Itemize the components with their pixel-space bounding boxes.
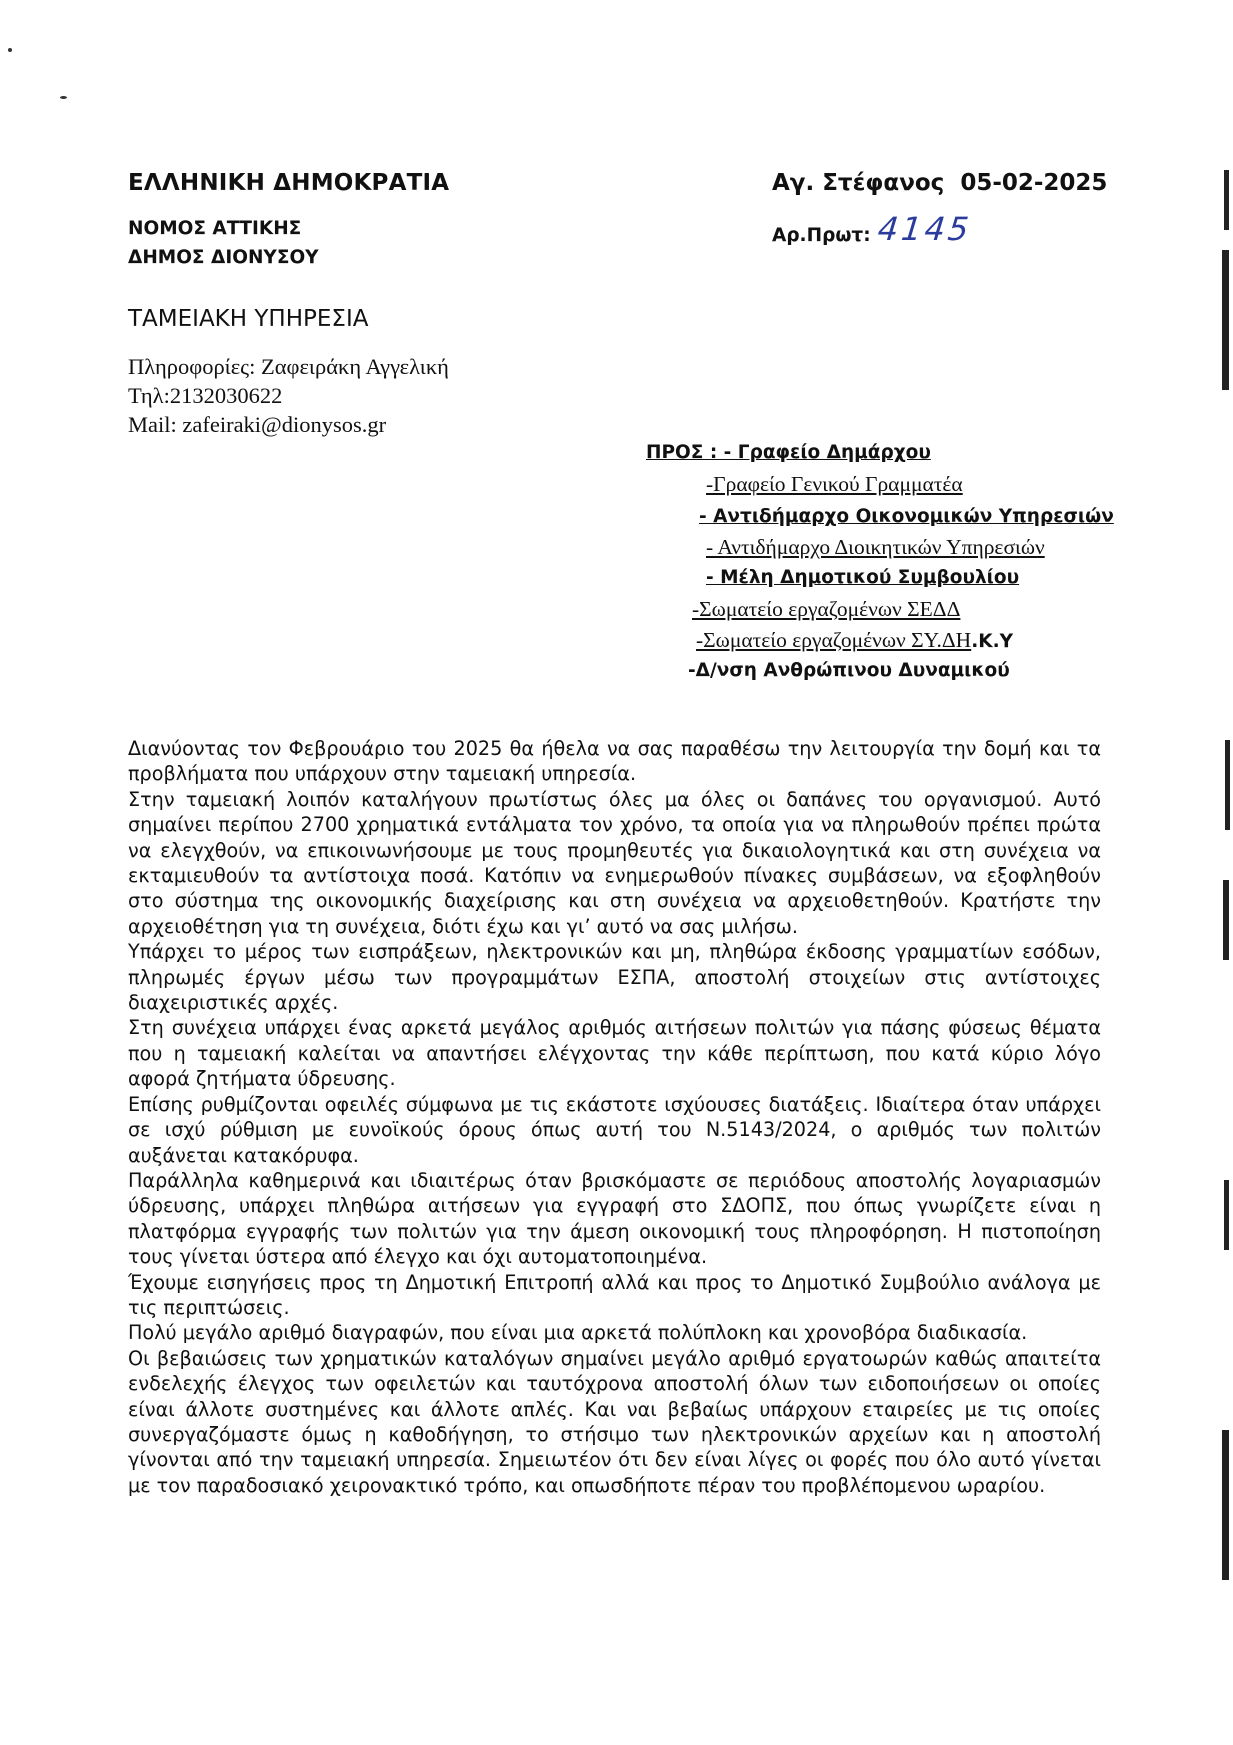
protocol-label: Αρ.Πρωτ: xyxy=(772,225,871,246)
contact-block xyxy=(128,352,449,439)
scan-edge-mark xyxy=(1222,1430,1229,1580)
body-paragraph: Διανύοντας τον Φεβρουάριο του 2025 θα ήθελα να σας παραθέσω την λειτουργία την δομή και τα προβλήματα που υπάρχουν στην ταμειακή υπηρεσία. xyxy=(128,737,1101,786)
contact-phone: Τηλ:2132030622 xyxy=(128,383,283,408)
body-paragraph: Στη συνέχεια υπάρχει ένας αρκετά μεγάλος αριθμός αιτήσεων πολιτών για πάσης φύσεως θέματα που η ταμειακή καλείται να απαντήσει ελέγχοντας την κάθε περίπτωση, που κατά κύριο λόγο αφορά ζητήματα ύδρευσης. xyxy=(128,1016,1101,1091)
scan-edge-mark xyxy=(1224,170,1229,230)
recipient-item: -Δ/νση Ανθρώπινου Δυναμικού xyxy=(688,660,1010,681)
place-date: Αγ. Στέφανος 05-02-2025 xyxy=(772,170,1108,196)
body-paragraph: Στην ταμειακή λοιπόν καταλήγουν πρωτίστως όλες μα όλες οι δαπάνες του οργανισμού. Αυτό σημαίνει περίπου 2700 χρηματικά εντάλματα τον χρόνο, τα οποία για να πληρωθούν πρέπει πρώτα να ελεγχθούν, να επικοινωνήσουμε με τους προμηθευτές για δικαιολογητικά και στη συνέχεια να εκταμιευθούν τα αντίστοιχα ποσά. Κατόπιν να ενημερωθούν πίνακες συμβάσεων, να εξοφληθούν στο σύστημα της οικονομικής διαχείρισης και στη συνέχεια να αρχειοθετηθούν. Κρατήστε την αρχειοθέτηση για τη συνέχεια, διότι έχω και γι’ αυτό να σας μιλήσω. xyxy=(128,787,1101,938)
date-block xyxy=(772,170,1107,196)
recipient-item: -Σωματείο εργαζομένων ΣΥ.ΔΗ xyxy=(696,628,972,652)
recipient-item: -Σωματείο εργαζομένων ΣΕΔΔ xyxy=(692,597,961,621)
contact-info: Πληροφορίες: Ζαφειράκη Αγγελική xyxy=(128,354,449,379)
scan-edge-mark xyxy=(1225,740,1230,830)
scan-edge-mark xyxy=(1222,250,1229,390)
recipient-item: - Μέλη Δημοτικού Συμβουλίου xyxy=(706,567,1020,588)
scan-speck xyxy=(8,48,12,52)
scan-edge-mark xyxy=(1224,1180,1229,1250)
municipality-heading: ΔΗΜΟΣ ΔΙΟΝΥΣΟΥ xyxy=(128,247,319,268)
recipient-item-suffix: .Κ.Υ xyxy=(971,631,1013,652)
body-paragraph: Οι βεβαιώσεις των χρηματικών καταλόγων σημαίνει μεγάλο αριθμό εργατοωρών καθώς απαιτείτα ενδελεχής έλεγχος των οφειλετών και ταυτόχρονα αποστολή όλων των ειδοποιήσεων οι οποίες είναι άλλοτε συστημένες και άλλοτε απλές. Και ναι βεβαίως υπάρχουν εταιρείες με τις οποίες συνεργαζόμαστε όμως η καθοδήγηση, το στήσιμο των ηλεκτρονικών αρχείων και η αποστολή γίνονται από την ταμειακή υπηρεσία. Σημειωτέον ότι δεν είναι λίγες οι φορές που όλο αυτό γίνεται με τον παραδοσιακό χειρονακτικό τρόπο, και οπωσδήποτε πέραν του προβλέπομενου ωραρίου. xyxy=(128,1346,1101,1497)
recipient-item: - Αντιδήμαρχο Οικονομικών Υπηρεσιών xyxy=(699,506,1114,527)
recipient-item-row xyxy=(696,628,1013,653)
scan-edge-mark xyxy=(1223,880,1229,960)
issuer-block xyxy=(128,170,449,272)
body-paragraph: Υπάρχει το μέρος των εισπράξεων, ηλεκτρονικών και μη, πληθώρα έκδοσης γραμματίων εσόδων, πληρωμές έργων μέσω των προγραμμάτων ΕΣΠΑ, αποστολή στοιχείων στις αντίστοιχες διαχειριστικές αρχές. xyxy=(128,940,1101,1015)
protocol-number-handwritten: 4145 xyxy=(876,210,974,248)
letter-body xyxy=(128,736,1101,1498)
country-heading: ΕΛΛΗΝΙΚΗ ΔΗΜΟΚΡΑΤΙΑ xyxy=(128,170,450,196)
body-paragraph: Πολύ μεγάλο αριθμό διαγραφών, που είναι μια αρκετά πολύπλοκη και χρονοβόρα διαδικασία. xyxy=(128,1321,1028,1345)
prefecture-heading: ΝΟΜΟΣ ΑΤΤΙΚΗΣ xyxy=(128,218,302,239)
recipient-item: -Γραφείο Γενικού Γραμματέα xyxy=(706,472,963,496)
contact-mail: Mail: zafeiraki@dionysos.gr xyxy=(128,412,387,437)
body-paragraph: Παράλληλα καθημερινά και ιδιαιτέρως όταν βρισκόμαστε σε περιόδους αποστολής λογαριασμών ύδρευσης, υπάρχει πληθώρα αιτήσεων για εγγραφή στο ΣΔΟΠΣ, που όπως γνωρίζετε είναι η πλατφόρμα εγγραφής των πολιτών για την άμεση οικονομική τους πληροφόρηση. Η πιστοποίηση τους γίνεται ύστερα από έλεγχο και όχι αυτοματοποιημένα. xyxy=(128,1168,1101,1269)
recipient-prefix: ΠΡΟΣ : - Γραφείο Δημάρχου xyxy=(646,442,931,463)
body-paragraph: Επίσης ρυθμίζονται οφειλές σύμφωνα με τις εκάστοτε ισχύουσες διατάξεις. Ιδιαίτερα όταν υπάρχει σε ισχύ ρύθμιση με ευνοϊκούς όρους όπως αυτή του Ν.5143/2024, ο αριθμός των πολιτών αυξάνεται κατακόρυφα. xyxy=(128,1092,1101,1167)
recipient-item: - Αντιδήμαρχο Διοικητικών Υπηρεσιών xyxy=(706,535,1045,559)
service-name: ΤΑΜΕΙΑΚΗ ΥΠΗΡΕΣΙΑ xyxy=(128,306,369,332)
scan-speck xyxy=(60,96,67,99)
body-paragraph: Έχουμε εισηγήσεις προς τη Δημοτική Επιτροπή αλλά και προς το Δημοτικό Συμβούλιο ανάλογα με τις περιπτώσεις. xyxy=(128,1270,1101,1319)
